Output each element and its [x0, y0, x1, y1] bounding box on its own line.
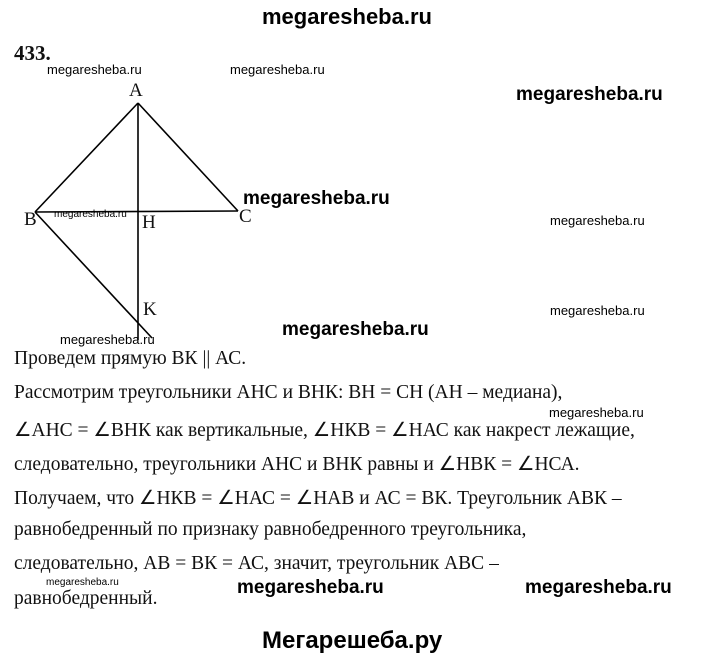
- header-site-name: megaresheba.ru: [262, 4, 432, 29]
- solution-line: следовательно, АВ = ВК = АС, значит, треугольник АВС –: [14, 553, 499, 574]
- watermark: megaresheba.ru: [516, 84, 663, 105]
- watermark: megaresheba.ru: [282, 319, 429, 340]
- watermark: megaresheba.ru: [550, 303, 645, 318]
- segment-ab: [35, 103, 138, 212]
- watermark: megaresheba.ru: [550, 213, 645, 228]
- watermark: megaresheba.ru: [230, 62, 325, 77]
- watermark: megaresheba.ru: [549, 405, 644, 420]
- solution-line: следовательно, треугольники АНС и ВНК равны и ∠НВК = ∠НСА.: [14, 454, 580, 475]
- solution-line: Проведем прямую ВК || АС.: [14, 348, 247, 369]
- watermark: megaresheba.ru: [47, 62, 142, 77]
- point-label-k: K: [143, 299, 157, 320]
- point-label-c: C: [239, 206, 252, 227]
- solution-line: равнобедренный по признаку равнобедренного треугольника,: [14, 519, 527, 540]
- watermark: megaresheba.ru: [525, 577, 672, 598]
- segment-bk: [35, 212, 152, 338]
- watermark: megaresheba.ru: [46, 577, 119, 588]
- watermark: megaresheba.ru: [237, 577, 384, 598]
- solution-line: равнобедренный.: [14, 588, 158, 609]
- watermark: megaresheba.ru: [54, 209, 127, 220]
- point-label-h: H: [142, 212, 156, 233]
- footer-site-name: Мегарешеба.ру: [262, 627, 443, 654]
- problem-number: 433.: [14, 41, 51, 65]
- solution-line: Получаем, что ∠НКВ = ∠НАС = ∠НАВ и АС = ВК. Треугольник АВК –: [14, 488, 622, 509]
- solution-line: Рассмотрим треугольники АНС и ВНК: ВН = СН (АН – медиана),: [14, 382, 563, 403]
- solution-line: ∠АНС = ∠ВНК как вертикальные, ∠НКВ = ∠НАС как накрест лежащие,: [14, 420, 635, 441]
- watermark: megaresheba.ru: [243, 188, 390, 209]
- point-label-a: A: [129, 80, 143, 101]
- watermark: megaresheba.ru: [60, 332, 155, 347]
- point-label-b: B: [24, 209, 37, 230]
- segment-ac: [138, 103, 238, 211]
